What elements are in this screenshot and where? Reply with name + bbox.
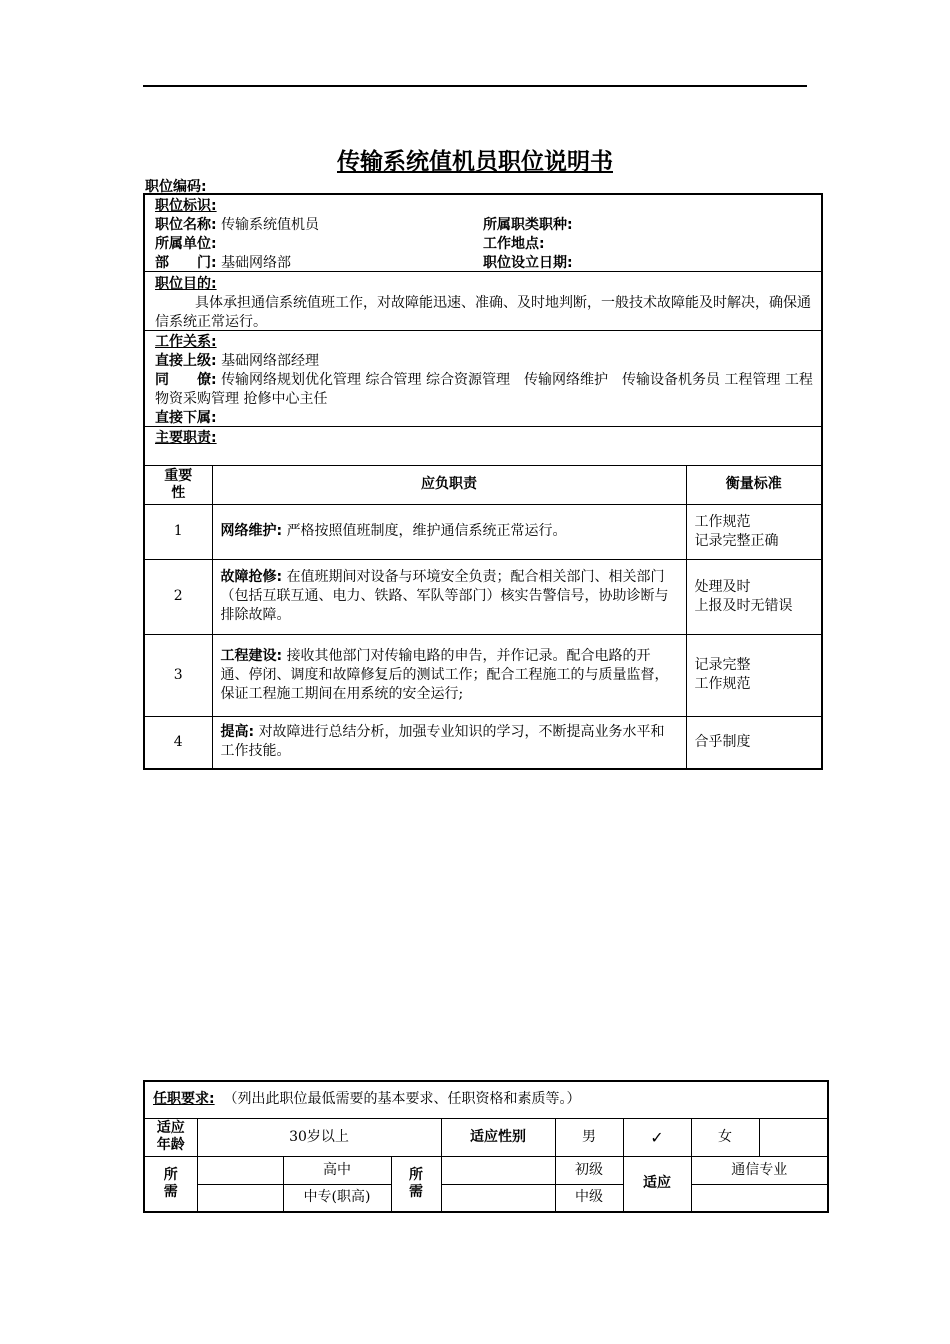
position-name-row xyxy=(155,216,319,235)
title-empty-cell xyxy=(441,1184,555,1211)
requirements-note: （列出此职位最低需要的基本要求、任职资格和素质等。） xyxy=(223,1091,581,1108)
age-label: 适应年龄 xyxy=(145,1118,197,1156)
department-value: 基础网络部 xyxy=(221,255,292,271)
standard-cell xyxy=(686,504,821,559)
duty-cell xyxy=(212,716,686,768)
duty-title: 工程建设: xyxy=(220,647,283,664)
standard-cell xyxy=(686,559,821,634)
table-row xyxy=(145,716,821,768)
department-row xyxy=(155,254,291,273)
row-number: 2 xyxy=(145,559,212,634)
job-description-box xyxy=(143,193,823,770)
gender-female: 女 xyxy=(691,1118,759,1156)
duty-text: 接收其他部门对传输电路的申告，并作记录。配合电路的开通、停闭、调度和故障修复后的测试工作；配合工程施工的与质量监督，保证工程施工期间在用系统的安全运行; xyxy=(220,647,669,702)
age-value: 30岁以上 xyxy=(197,1118,441,1156)
table-row xyxy=(145,559,821,634)
purpose-section xyxy=(145,272,821,331)
table-row xyxy=(145,634,821,716)
identity-heading: 职位标识: xyxy=(155,198,217,214)
main-duties-section xyxy=(145,427,821,466)
level-junior: 初级 xyxy=(555,1156,623,1184)
duty-cell xyxy=(212,504,686,559)
standard-line: 记录完整正确 xyxy=(694,532,779,549)
relations-section xyxy=(145,331,821,427)
duty-title: 网络维护: xyxy=(220,523,283,539)
age-gender-row xyxy=(145,1118,827,1156)
duty-text: 在值班期间对设备与环境安全负责；配合相关部门、相关部门（包括互联互通、电力、铁路、军队等部门）核实告警信号，协助诊断与排除故障。 xyxy=(220,569,669,623)
gender-empty-cell xyxy=(759,1118,827,1156)
standard-cell xyxy=(686,716,821,768)
major-empty-cell xyxy=(691,1184,827,1211)
header-responsibility: 应负职责 xyxy=(212,466,686,504)
purpose-heading: 职位目的: xyxy=(155,276,217,292)
requirements-label: 任职要求: xyxy=(153,1091,215,1108)
duties-table xyxy=(145,466,821,768)
position-name-value: 传输系统值机员 xyxy=(221,217,320,233)
gender-label: 适应性别 xyxy=(441,1118,555,1156)
row-number: 4 xyxy=(145,716,212,768)
duty-title: 提高: xyxy=(220,724,255,741)
requirements-heading-row xyxy=(145,1082,827,1118)
job-category-label: 所属职类职种: xyxy=(483,217,573,233)
peer-row xyxy=(155,371,813,409)
document-title: 传输系统值机员职位说明书 xyxy=(337,149,613,175)
education-row-1 xyxy=(145,1156,827,1184)
identity-section xyxy=(145,195,821,272)
standard-line: 工作规范 xyxy=(694,513,751,530)
superior-row xyxy=(155,352,319,371)
education-high-school: 高中 xyxy=(283,1156,391,1184)
duty-text: 严格按照值班制度，维护通信系统正常运行。 xyxy=(286,523,567,539)
relations-heading: 工作关系: xyxy=(155,334,217,350)
education-empty-cell xyxy=(197,1184,283,1211)
requirements-box xyxy=(143,1080,829,1213)
check-mark: ✓ xyxy=(623,1118,691,1156)
purpose-text: 具体承担通信系统值班工作，对故障能迅速、准确、及时地判断，一般技术故障能及时解决，确保通信系统正常运行。 xyxy=(155,295,811,330)
standard-line: 记录完整 xyxy=(694,657,751,673)
title-empty-cell xyxy=(441,1156,555,1184)
education-need-label: 所需 xyxy=(145,1156,197,1211)
peer-label: 同 僚: xyxy=(155,372,217,388)
standard-line: 上报及时无错误 xyxy=(694,597,793,614)
row-number: 1 xyxy=(145,504,212,559)
unit-label: 所属单位: xyxy=(155,236,217,252)
main-duties-heading: 主要职责: xyxy=(155,430,217,446)
standard-cell xyxy=(686,634,821,716)
education-row-2 xyxy=(145,1184,827,1211)
subordinate-label: 直接下属: xyxy=(155,410,217,426)
level-intermediate: 中级 xyxy=(555,1184,623,1211)
setup-date-label: 职位设立日期: xyxy=(483,255,573,271)
work-location-label: 工作地点: xyxy=(483,236,545,252)
row-number: 3 xyxy=(145,634,212,716)
duty-cell xyxy=(212,559,686,634)
standard-line: 合乎制度 xyxy=(694,733,751,750)
standard-line: 工作规范 xyxy=(694,676,751,692)
education-empty-cell xyxy=(197,1156,283,1184)
superior-label: 直接上级: xyxy=(155,353,217,369)
peer-value: 传输网络规划优化管理 综合管理 综合资源管理 传输网络维护 传输设备机务员 工程管理 工程物资采购管理 抢修中心主任 xyxy=(155,372,813,407)
header-standard: 衡量标准 xyxy=(686,466,821,504)
suit-label: 适应 xyxy=(623,1156,691,1211)
position-name-label: 职位名称: xyxy=(155,217,217,233)
table-row xyxy=(145,504,821,559)
gender-male: 男 xyxy=(555,1118,623,1156)
duty-title: 故障抢修: xyxy=(220,569,283,585)
standard-line: 处理及时 xyxy=(694,578,751,595)
major-value: 通信专业 xyxy=(691,1156,827,1184)
title-need-label: 所需 xyxy=(391,1156,441,1211)
education-vocational: 中专(职高) xyxy=(283,1184,391,1211)
header-rule xyxy=(143,85,807,87)
duty-cell xyxy=(212,634,686,716)
department-label: 部 门: xyxy=(155,255,217,271)
superior-value: 基础网络部经理 xyxy=(221,353,320,369)
duties-header-row xyxy=(145,466,821,504)
header-importance: 重要性 xyxy=(145,466,212,504)
requirements-table xyxy=(145,1082,827,1212)
requirements-heading-cell xyxy=(145,1082,827,1118)
duty-text: 对故障进行总结分析，加强专业知识的学习，不断提高业务水平和工作技能。 xyxy=(220,724,665,760)
position-code-label: 职位编码: xyxy=(145,179,207,195)
